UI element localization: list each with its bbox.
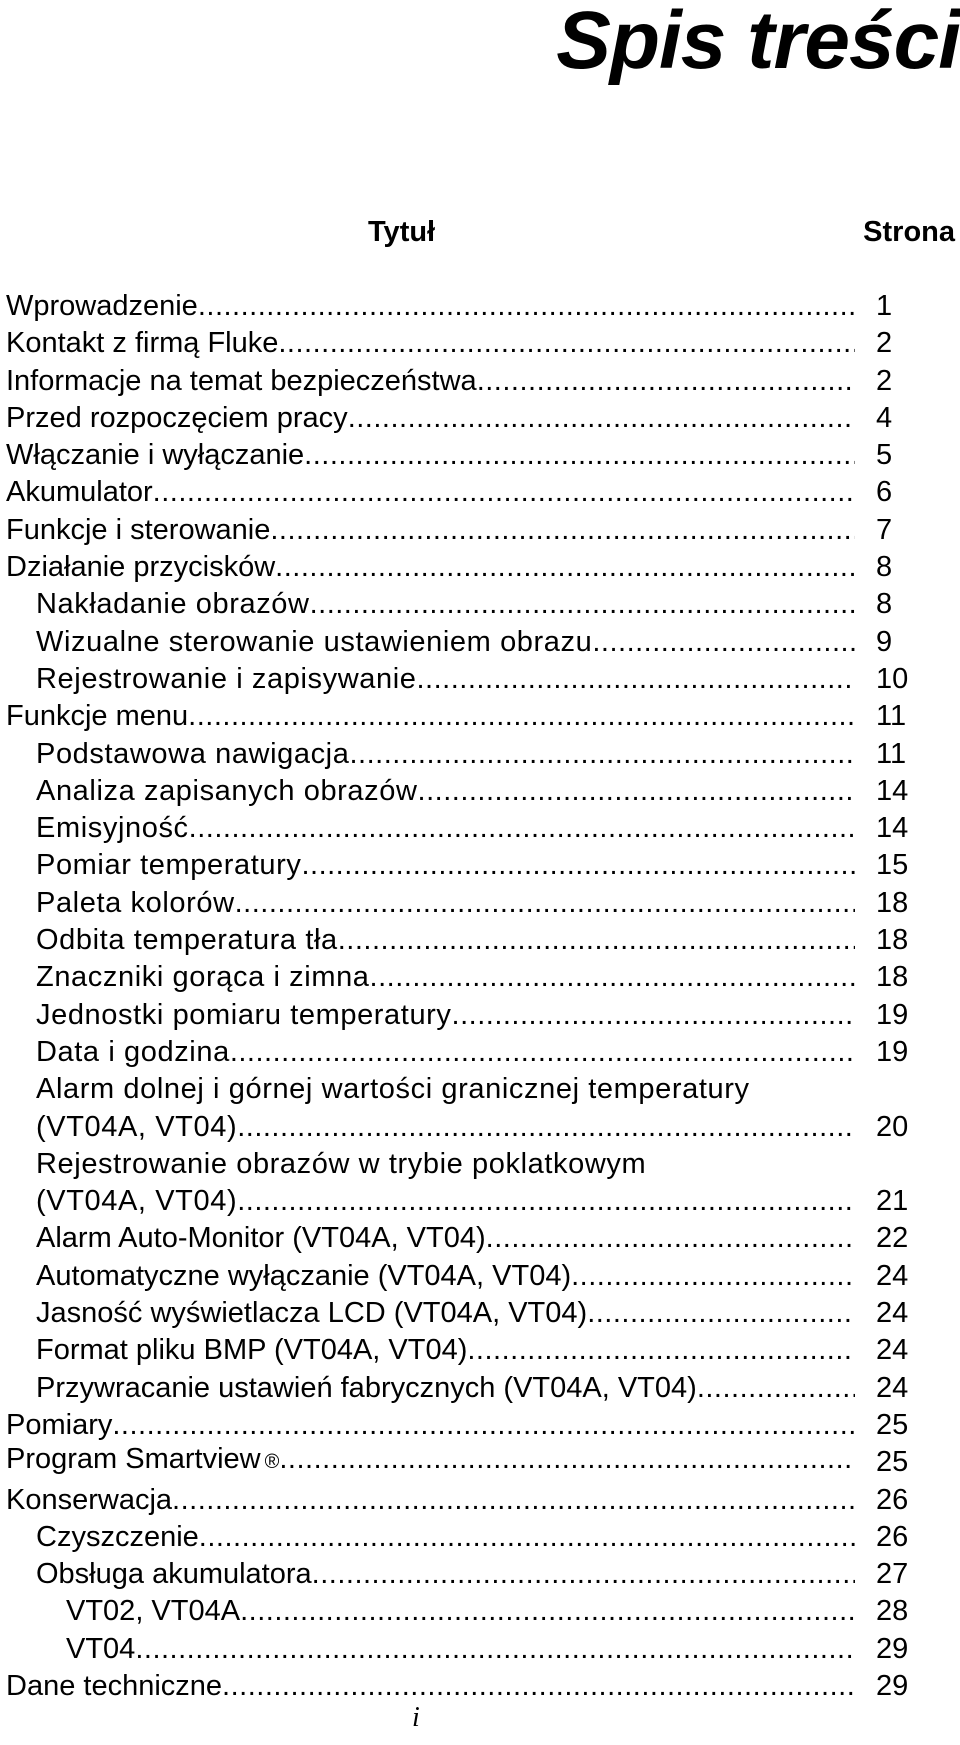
page-folio: i: [412, 1702, 420, 1733]
toc-entry-page: 22: [876, 1222, 909, 1255]
toc-entry-page: 8: [876, 588, 893, 621]
toc-entry-label: Wprowadzenie: [6, 290, 198, 322]
column-header-page: Strona: [863, 216, 955, 248]
toc-entry-page: 20: [876, 1110, 909, 1143]
toc-leader-dots: [486, 1220, 855, 1257]
toc-entry-page: 4: [876, 401, 893, 434]
toc-entry-label: VT04: [66, 1632, 136, 1665]
toc-entry[interactable]: [6, 1407, 956, 1444]
toc-entry-page: 5: [876, 439, 893, 472]
toc-entry-label: Informacje na temat bezpieczeństwa: [6, 364, 477, 397]
toc-leader-dots: [135, 1631, 855, 1668]
toc-entry-page: 18: [876, 961, 909, 994]
toc-entry[interactable]: [6, 810, 956, 847]
toc-leader-dots: [237, 1183, 855, 1220]
page-title: Spis treści: [556, 0, 960, 86]
toc-entry-label: Konserwacja: [6, 1483, 173, 1516]
toc-entry-label: Pomiar temperatury: [36, 849, 302, 882]
toc-entry-page: 10: [876, 662, 909, 695]
toc-entry-label: VT02, VT04A: [66, 1595, 241, 1628]
toc-entry[interactable]: [6, 437, 956, 474]
toc-entry-label-line1: Alarm dolnej i górnej wartości granicznej temperatury: [36, 1073, 750, 1106]
toc-leader-dots: [230, 1034, 855, 1071]
toc-entry[interactable]: [6, 325, 956, 362]
toc-entry-page: 18: [876, 886, 909, 919]
toc-entry[interactable]: [6, 698, 956, 735]
toc-entry[interactable]: [6, 1444, 956, 1481]
toc-entry-page: 25: [876, 1446, 909, 1479]
toc-entry-label: Pomiary: [6, 1408, 113, 1441]
toc-entry[interactable]: [6, 959, 956, 996]
toc-leader-dots: [571, 1258, 855, 1295]
toc-entry-label: Data i godzina: [36, 1035, 230, 1068]
toc-entry[interactable]: [6, 1332, 956, 1369]
toc-leader-dots: [477, 363, 855, 400]
toc-entry-label: Paleta kolorów: [36, 886, 235, 919]
toc-entry[interactable]: [6, 512, 956, 549]
toc-entry-page: 2: [876, 364, 893, 397]
toc-entry-page: 14: [876, 812, 909, 845]
toc-leader-dots: [153, 474, 855, 511]
toc-entry-label: Alarm Auto-Monitor (VT04A, VT04): [36, 1222, 486, 1255]
toc-entry-label: Znaczniki gorąca i zimna: [36, 961, 370, 994]
toc-leader-dots: [370, 959, 855, 996]
toc-entry[interactable]: [6, 661, 956, 698]
toc-entry-page: 25: [876, 1408, 909, 1441]
toc-leader-dots: [587, 1295, 855, 1332]
toc-entry-page: 7: [876, 513, 893, 546]
toc-entry-label: Czyszczenie: [36, 1520, 199, 1553]
toc-entry-label: Włączanie i wyłączanie: [6, 439, 305, 472]
toc-leader-dots: [348, 400, 855, 437]
toc-entry[interactable]: [6, 586, 956, 623]
toc-leader-dots: [349, 736, 855, 773]
toc-entry[interactable]: [6, 1631, 956, 1668]
toc-leader-dots: [697, 1370, 855, 1407]
toc-leader-dots: [112, 1407, 855, 1444]
toc-entry-label-line1: Rejestrowanie obrazów w trybie poklatkowym: [36, 1147, 647, 1180]
toc-entry-label: Rejestrowanie i zapisywanie: [36, 662, 417, 695]
toc-entry-page: 19: [876, 998, 909, 1031]
toc-leader-dots: [452, 997, 855, 1034]
toc-entry-page: 19: [876, 1035, 909, 1068]
toc-leader-dots: [270, 512, 855, 549]
toc-entry-page: 24: [876, 1259, 909, 1292]
table-of-contents: [6, 288, 956, 1705]
toc-leader-dots: [237, 1109, 855, 1146]
toc-entry-label: Przywracanie ustawień fabrycznych (VT04A, VT04): [36, 1371, 697, 1404]
toc-entry-page: 9: [876, 625, 893, 658]
toc-entry[interactable]: [6, 1034, 956, 1071]
toc-entry-label: Odbita temperatura tła: [36, 924, 338, 957]
toc-entry-label: Wizualne sterowanie ustawieniem obrazu: [36, 625, 593, 658]
toc-leader-dots: [222, 1668, 855, 1705]
toc-entry-page: 24: [876, 1371, 909, 1404]
toc-leader-dots: [312, 1556, 855, 1593]
toc-entry[interactable]: [6, 1370, 956, 1407]
toc-entry-page: 14: [876, 774, 909, 807]
toc-entry-label: Jednostki pomiaru temperatury: [36, 998, 452, 1031]
toc-entry[interactable]: [6, 288, 956, 325]
toc-entry-label: Akumulator: [6, 476, 153, 509]
toc-entry[interactable]: [6, 400, 956, 437]
toc-entry-page: 29: [876, 1669, 909, 1702]
toc-leader-dots: [189, 810, 855, 847]
toc-leader-dots: [338, 922, 855, 959]
toc-leader-dots: [278, 325, 855, 362]
toc-leader-dots: [310, 586, 855, 623]
toc-entry-label: Dane techniczne: [6, 1669, 223, 1702]
toc-entry-page: 26: [876, 1483, 909, 1516]
toc-entry[interactable]: [6, 1519, 956, 1556]
toc-entry[interactable]: [6, 474, 956, 511]
toc-entry-label: Analiza zapisanych obrazów: [36, 774, 418, 807]
toc-entry-label: Jasność wyświetlacza LCD (VT04A, VT04): [36, 1297, 588, 1330]
toc-entry-label: Format pliku BMP (VT04A, VT04): [36, 1334, 468, 1367]
toc-entry[interactable]: [6, 1668, 956, 1705]
toc-leader-dots: [235, 885, 855, 922]
toc-entry-page: 1: [876, 290, 893, 322]
toc-leader-dots: [172, 1482, 855, 1519]
toc-leader-dots: [304, 437, 855, 474]
toc-entry-label: Nakładanie obrazów: [36, 588, 310, 621]
toc-entry[interactable]: [6, 736, 956, 773]
toc-entry-label: Przed rozpoczęciem pracy: [6, 401, 348, 434]
toc-entry[interactable]: [6, 1146, 956, 1221]
toc-entry-page: 11: [876, 737, 907, 770]
toc-leader-dots: [279, 1441, 855, 1478]
toc-leader-dots: [416, 661, 855, 698]
toc-entry-label: (VT04A, VT04): [36, 1110, 238, 1143]
toc-entry[interactable]: [6, 1295, 956, 1332]
toc-entry-page: 2: [876, 327, 893, 360]
toc-entry-label: Funkcje i sterowanie: [6, 513, 271, 546]
toc-entry-page: 29: [876, 1632, 909, 1665]
toc-entry-label: Kontakt z firmą Fluke: [6, 327, 279, 360]
toc-entry[interactable]: [6, 1482, 956, 1519]
toc-entry[interactable]: [6, 773, 956, 810]
toc-entry-label: Program Smartview: [6, 1443, 261, 1476]
toc-entry[interactable]: [6, 1258, 956, 1295]
toc-entry-label: (VT04A, VT04): [36, 1185, 238, 1218]
toc-entry-label: Podstawowa nawigacja: [36, 737, 350, 770]
toc-leader-dots: [592, 624, 855, 661]
toc-entry-page: 28: [876, 1595, 909, 1628]
toc-entry-page: 27: [876, 1558, 909, 1591]
toc-leader-dots: [301, 847, 855, 884]
toc-entry[interactable]: [6, 363, 956, 400]
toc-leader-dots: [188, 698, 855, 735]
toc-entry-page: 26: [876, 1520, 909, 1553]
toc-leader-dots: [240, 1593, 855, 1630]
toc-entry[interactable]: [6, 922, 956, 959]
toc-leader-dots: [418, 773, 855, 810]
toc-entry-page: 6: [876, 476, 893, 509]
toc-entry-label: Emisyjność: [36, 812, 189, 845]
toc-entry-page: 21: [876, 1185, 909, 1218]
toc-entry[interactable]: [6, 1556, 956, 1593]
toc-entry-page: 15: [876, 849, 909, 882]
toc-entry-label: Działanie przycisków: [6, 551, 276, 584]
toc-entry-page: 8: [876, 551, 893, 584]
toc-entry[interactable]: [6, 549, 956, 586]
toc-entry[interactable]: [6, 1593, 956, 1630]
toc-leader-dots: [467, 1332, 855, 1369]
toc-entry[interactable]: [6, 997, 956, 1034]
toc-entry-page: 24: [876, 1297, 909, 1330]
toc-entry[interactable]: [6, 1071, 956, 1146]
registered-mark: ®: [264, 1451, 280, 1474]
toc-entry[interactable]: [6, 847, 956, 884]
toc-entry-page: 24: [876, 1334, 909, 1367]
toc-entry[interactable]: [6, 885, 956, 922]
toc-leader-dots: [199, 1519, 855, 1556]
toc-entry[interactable]: [6, 1220, 956, 1257]
toc-entry-page: 11: [876, 700, 907, 733]
toc-entry-label: Automatyczne wyłączanie (VT04A, VT04): [36, 1259, 572, 1292]
toc-entry[interactable]: [6, 624, 956, 661]
toc-entry-page: 18: [876, 924, 909, 957]
column-header-title: Tytuł: [368, 216, 436, 248]
toc-entry-label: Funkcje menu: [6, 700, 189, 733]
toc-leader-dots: [275, 549, 855, 586]
toc-entry-label: Obsługa akumulatora: [36, 1558, 312, 1591]
toc-leader-dots: [198, 288, 855, 325]
